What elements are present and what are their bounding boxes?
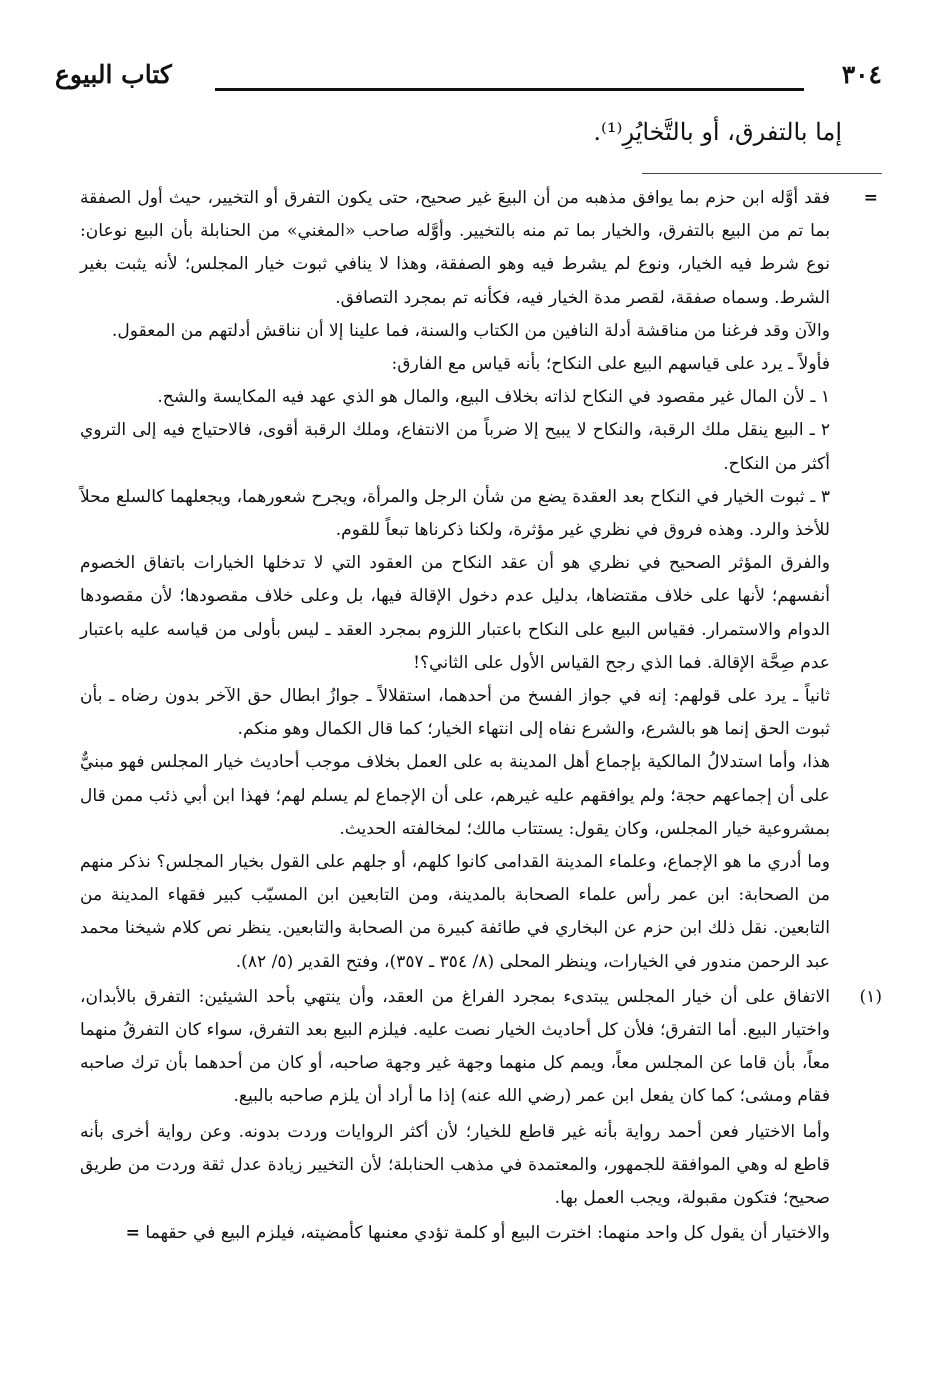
note-text: والآن وقد فرغنا من مناقشة أدلة النافين من الكتاب والسنة، فما علينا إلا أن نناقش أدلتهم من المعقول. [111, 320, 830, 341]
continued-note-paragraph [80, 182, 882, 315]
continued-note-paragraph [80, 348, 882, 381]
footnote-separator [642, 173, 882, 174]
note-text: ١ ـ لأن المال غير مقصود في النكاح لذاته بخلاف البيع، والمال هو الذي عهد فيه المكايسة والشح. [157, 387, 830, 408]
note-text: هذا، وأما استدلالُ المالكية بإجماع أهل المدينة به على العمل بخلاف موجب أحاديث خيار المجلس فهو مبنيٌّ على أن إجماعهم حجة؛ ولم يوافقهم عليه غيرهم، على أن الإجماع لم يسلم لهم؛ فهذا ابن أبي ذئب ممن قال بمشروعية خيار المجلس، وكان يقول: يستتاب مالك؛ لمخالفته الحديث. [80, 752, 830, 839]
continued-note-paragraph [80, 547, 882, 680]
page-header [55, 58, 882, 102]
note-text: ثانياً ـ يرد على قولهم: إنه في جواز الفسخ من أحدهما، استقلالاً ـ جوازُ ابطال حق الآخر بدون رضاه ـ بأن ثبوت الحق إنما هو بالشرع، والشرع نفاه إلى انتهاء الخيار؛ كما قال الكمال وهو منكم. [80, 686, 830, 740]
note-text: ٣ ـ ثبوت الخيار في النكاح بعد العقدة يضع من شأن الرجل والمرأة، ويجرح شعورهما، ويجعلهما كالسلع محلاً للأخذ والرد. وهذه فروق في نظري غير مؤثرة، ولكنا ذكرناها تبعاً للقوم. [80, 486, 830, 541]
footnote-text: والاختيار أن يقول كل واحد منهما: اخترت البيع أو كلمة تؤدي معنىها كأمضيته، فيلزم البيع في حقهما [145, 1223, 830, 1244]
continued-note-paragraph [80, 414, 882, 480]
footnote-text: الاتفاق على أن خيار المجلس يبتدىء بمجرد الفراغ من العقد، وأن ينتهي بأحد الشيئين: التفرق بالأبدان، واختيار البيع. أما التفرق؛ فلأن كل أحاديث الخيار نصت عليه. فيلزم البيع بعد التفرق، سواء كان التفرقُ منهما معاً، بأن قاما عن المجلس معاً، ويمم كل منهما وجهة غير وجهة صاحبه، أو كان من أحدهما بأن ترك صاحبه فقام ومشى؛ كما كان يفعل ابن عمر (رضي الله عنه) إذا ما أراد أن يلزم صاحبه بالبيع. [80, 986, 830, 1107]
continued-note-paragraph [80, 680, 882, 746]
continued-note-paragraph [80, 315, 882, 348]
page-number: ٣٠٤ [841, 60, 882, 89]
footnote-1-paragraph [80, 1116, 882, 1216]
continued-note-paragraph [80, 846, 882, 979]
note-text: والفرق المؤثر الصحيح في نظري هو أن عقد النكاح من العقود التي لا تدخلها الخيارات باتفاق الخصوم أنفسهم؛ لأنها على خلاف مقتضاها، بدليل عدم دخول الإقالة فيها، بل وعلى خلاف مقصودها؛ لأن مقصودها الدوام والاستمرار. فقياس البيع على النكاح باعتبار اللزوم بمجرد العقد ـ ليس بأولى من قياسه عليه باعتبار عدم صِحَّة الإقالة. فما الذي رجح القياس الأول على الثاني؟! [80, 553, 830, 673]
footnote-1-paragraph [80, 1217, 882, 1250]
running-title: كتاب البيوع [55, 60, 172, 89]
continuation-mark-start: = [863, 188, 878, 208]
continued-note-paragraph [80, 381, 882, 414]
note-text: فأولاً ـ يرد على قياسهم البيع على النكاح؛ بأنه قياس مع الفارق: [391, 354, 830, 375]
footnote-number: (١) [859, 986, 882, 1007]
note-text: وما أدري ما هو الإجماع، وعلماء المدينة القدامى كانوا كلهم، أو جلهم على القول بخيار المجلس؟ نذكر منهم من الصحابة: ابن عمر رأس علماء الصحابة بالمدينة، ومن التابعين ابن المسيّب كبير فقهاء المدينة من التابعين. نقل ذلك ابن حزم عن البخاري في طائفة كبيرة من الصحابة والتابعين. ينظر نص كلام شيخنا محمد عبد الرحمن مندور في الخيارات، وينظر المحلى (٨/ ٣٥٤ ـ ٣٥٧)، وفتح القدير (٥/ ٨٢). [80, 852, 830, 972]
note-text: ٢ ـ البيع ينقل ملك الرقبة، والنكاح لا يبيح إلا ضرباً من الانتفاع، وملك الرقبة أقوى، فالاحتياج فيه إلى التروي أكثر من النكاح. [80, 420, 830, 474]
footnotes-area [80, 182, 882, 1251]
footnote-1-paragraph [80, 981, 882, 1114]
continued-note-paragraph [80, 746, 882, 846]
note-text: فقد أوَّله ابن حزم بما يوافق مذهبه من أن البيعَ غير صحيح، حتى يكون التفرق أو التخيير، حيث أول الصفقة بما تم من البيع بالتفرق، والخيار بما تم منه بالتخيير. وأوَّله صاحب «المغني» من الحنابلة بأن البيع نوعان: نوع شرط فيه الخيار، ونوع لم يشرط فيه وهو الصفقة، وهذا لا ينافي ثبوت خيار المجلس؛ لأنه يثبت بغير الشرط. وسماه صفقة، لقصر مدة الخيار فيه، فكأنه تم بمجرد التصافق. [80, 188, 830, 308]
main-text-line: إما بالتفرق، أو بالتَّخايُرِ⁽¹⁾. [593, 118, 842, 146]
header-rule [215, 88, 804, 91]
continuation-mark-end: = [125, 1223, 140, 1244]
footnote-text: وأما الاختيار فعن أحمد رواية بأنه غير قاطع للخيار؛ لأن أكثر الروايات وردت بدونه. وعن رواية أخرى بأنه قاطع له وهي الموافقة للجمهور، والمعتمدة في مذهب الحنابلة؛ لأن التخيير زيادة عدل ثقة وردت من طريق صحيح؛ فتكون مقبولة، ويجب العمل بها. [80, 1121, 830, 1209]
continued-note-paragraph [80, 481, 882, 547]
